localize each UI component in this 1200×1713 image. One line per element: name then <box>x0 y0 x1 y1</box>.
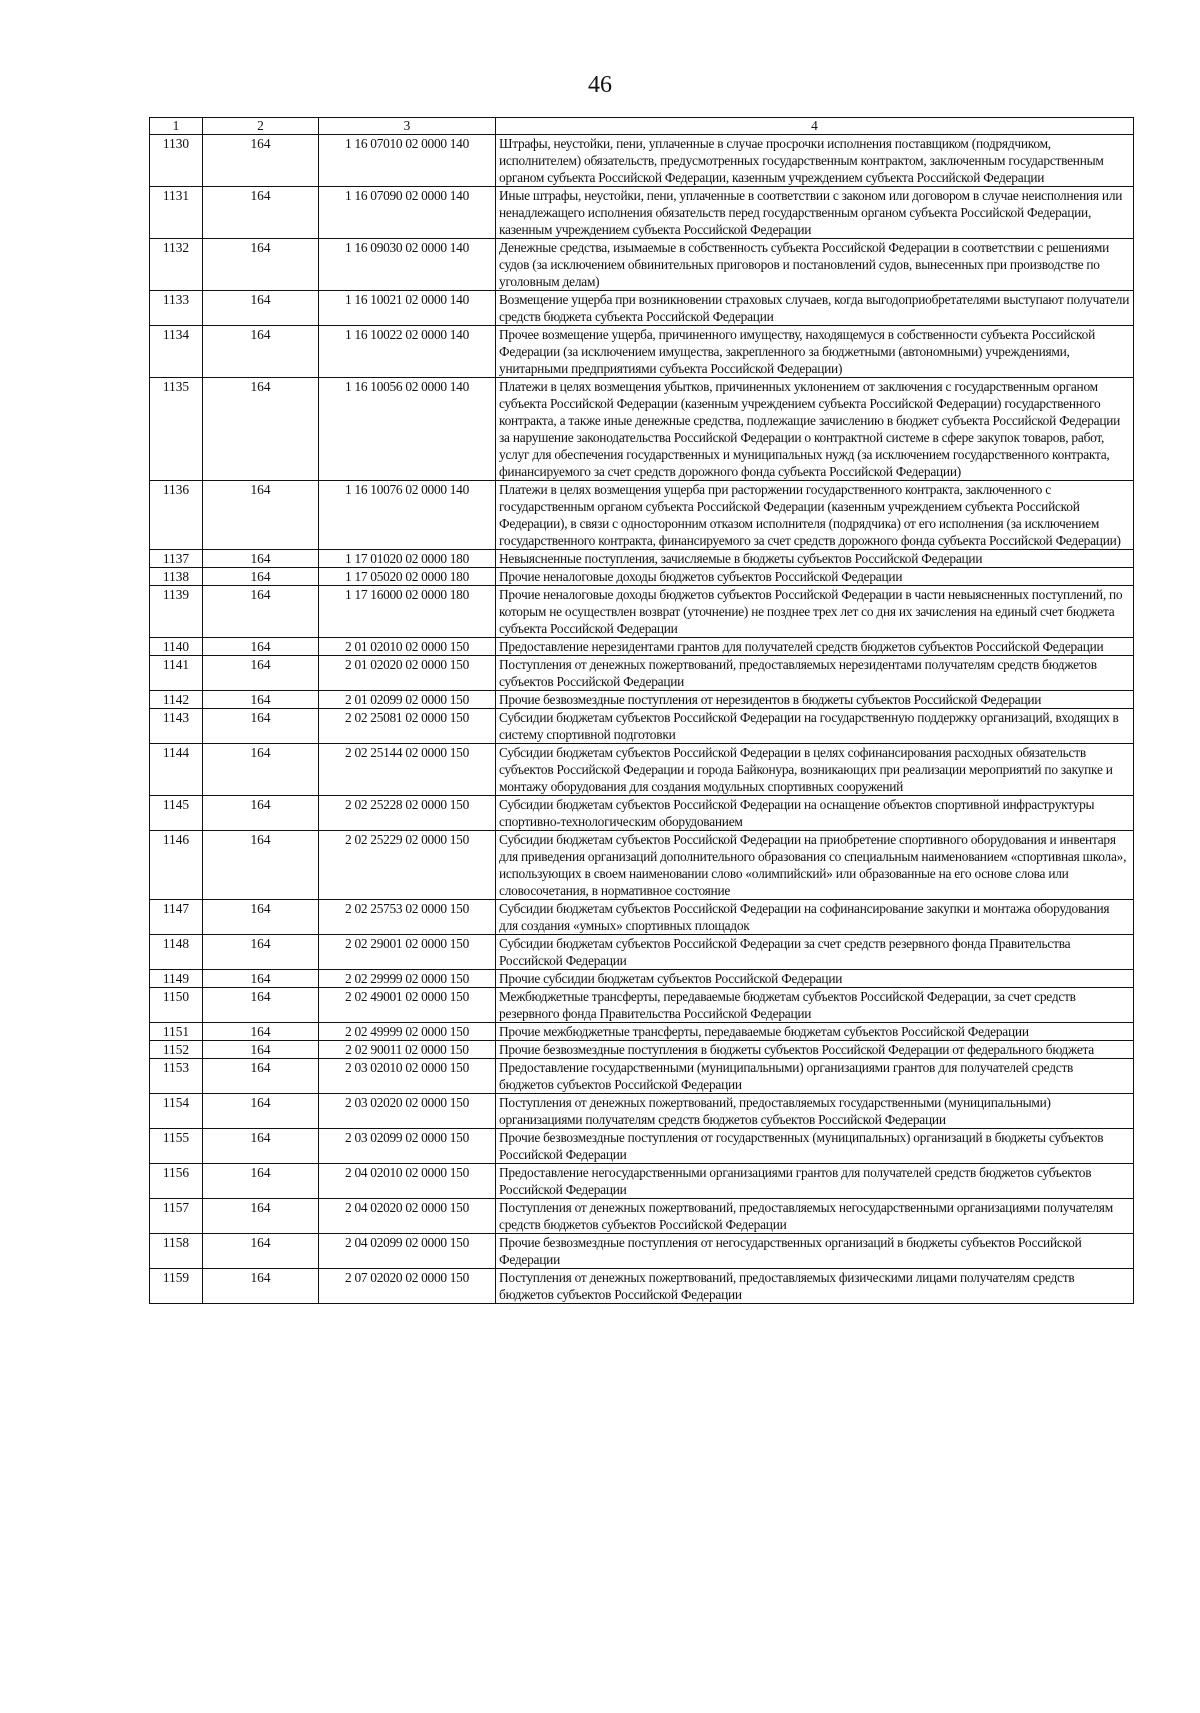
row-number-cell: 1136 <box>150 481 203 550</box>
row-number-cell: 1154 <box>150 1094 203 1129</box>
table-row <box>150 550 1134 568</box>
budget-code-cell: 1 16 07010 02 0000 140 <box>319 135 496 187</box>
budget-code-cell: 2 02 90011 02 0000 150 <box>319 1041 496 1059</box>
row-number-cell: 1156 <box>150 1164 203 1199</box>
row-number-cell: 1142 <box>150 691 203 709</box>
table-row <box>150 1094 1134 1129</box>
table-row <box>150 709 1134 744</box>
description-cell: Прочие безвозмездные поступления от негосударственных организаций в бюджеты субъектов Российской Федерации <box>496 1234 1134 1269</box>
description-cell: Поступления от денежных пожертвований, предоставляемых государственными (муниципальными) организациями получателям средств бюджетов субъектов Российской Федерации <box>496 1094 1134 1129</box>
budget-code-cell: 2 04 02010 02 0000 150 <box>319 1164 496 1199</box>
table-header <box>150 118 1134 135</box>
table-row <box>150 900 1134 935</box>
table-row <box>150 291 1134 326</box>
description-cell: Субсидии бюджетам субъектов Российской Федерации в целях софинансирования расходных обязательств субъектов Российской Федерации и города Байконура, возникающих при реализации мероприятий по закупке и монтажу оборудования для создания модульных спортивных сооружений <box>496 744 1134 796</box>
description-cell: Невыясненные поступления, зачисляемые в бюджеты субъектов Российской Федерации <box>496 550 1134 568</box>
admin-code-cell: 164 <box>203 291 319 326</box>
table-row <box>150 1041 1134 1059</box>
description-cell: Возмещение ущерба при возникновении страховых случаев, когда выгодоприобретателями выступают получатели средств бюджета субъекта Российской Федерации <box>496 291 1134 326</box>
budget-code-cell: 1 16 10056 02 0000 140 <box>319 378 496 481</box>
header-row <box>150 118 1134 135</box>
table-row <box>150 1059 1134 1094</box>
description-cell: Денежные средства, изымаемые в собственность субъекта Российской Федерации в соответствии с решениями судов (за исключением обвинительных приговоров и постановлений судов, вынесенных при производстве по уголовным делам) <box>496 239 1134 291</box>
admin-code-cell: 164 <box>203 744 319 796</box>
budget-code-cell: 2 02 29999 02 0000 150 <box>319 970 496 988</box>
table-row <box>150 935 1134 970</box>
row-number-cell: 1138 <box>150 568 203 586</box>
table-row <box>150 187 1134 239</box>
admin-code-cell: 164 <box>203 1094 319 1129</box>
column-header-2: 2 <box>203 118 319 135</box>
description-cell: Прочие неналоговые доходы бюджетов субъектов Российской Федерации в части невыясненных поступлений, по которым не осуществлен возврат (уточнение) не позднее трех лет со дня их зачисления на единый счет бюджета субъекта Российской Федерации <box>496 586 1134 638</box>
row-number-cell: 1139 <box>150 586 203 638</box>
page-number: 46 <box>588 72 612 98</box>
admin-code-cell: 164 <box>203 135 319 187</box>
column-header-1: 1 <box>150 118 203 135</box>
row-number-cell: 1153 <box>150 1059 203 1094</box>
admin-code-cell: 164 <box>203 831 319 900</box>
budget-code-cell: 2 02 29001 02 0000 150 <box>319 935 496 970</box>
table-row <box>150 239 1134 291</box>
description-cell: Поступления от денежных пожертвований, предоставляемых нерезидентами получателям средств бюджетов субъектов Российской Федерации <box>496 656 1134 691</box>
admin-code-cell: 164 <box>203 568 319 586</box>
row-number-cell: 1159 <box>150 1269 203 1304</box>
row-number-cell: 1130 <box>150 135 203 187</box>
budget-code-cell: 1 17 16000 02 0000 180 <box>319 586 496 638</box>
table-row <box>150 744 1134 796</box>
admin-code-cell: 164 <box>203 1164 319 1199</box>
table-row <box>150 1023 1134 1041</box>
table-body <box>150 135 1134 1304</box>
budget-code-cell: 1 16 10021 02 0000 140 <box>319 291 496 326</box>
description-cell: Прочее возмещение ущерба, причиненного имуществу, находящемуся в собственности субъекта Российской Федерации (за исключением имущества, закрепленного за бюджетными (автономными) учреждениями, унитарными предприятиями субъекта Российской Федерации) <box>496 326 1134 378</box>
table-row <box>150 1199 1134 1234</box>
budget-code-cell: 1 16 10022 02 0000 140 <box>319 326 496 378</box>
table-row <box>150 135 1134 187</box>
row-number-cell: 1147 <box>150 900 203 935</box>
row-number-cell: 1133 <box>150 291 203 326</box>
admin-code-cell: 164 <box>203 1023 319 1041</box>
admin-code-cell: 164 <box>203 656 319 691</box>
description-cell: Субсидии бюджетам субъектов Российской Федерации на государственную поддержку организаций, входящих в систему спортивной подготовки <box>496 709 1134 744</box>
budget-code-cell: 1 17 01020 02 0000 180 <box>319 550 496 568</box>
column-header-4: 4 <box>496 118 1134 135</box>
row-number-cell: 1149 <box>150 970 203 988</box>
row-number-cell: 1155 <box>150 1129 203 1164</box>
admin-code-cell: 164 <box>203 187 319 239</box>
row-number-cell: 1145 <box>150 796 203 831</box>
description-cell: Межбюджетные трансферты, передаваемые бюджетам субъектов Российской Федерации, за счет средств резервного фонда Правительства Российской Федерации <box>496 988 1134 1023</box>
description-cell: Предоставление негосударственными организациями грантов для получателей средств бюджетов субъектов Российской Федерации <box>496 1164 1134 1199</box>
admin-code-cell: 164 <box>203 239 319 291</box>
budget-code-cell: 2 02 25144 02 0000 150 <box>319 744 496 796</box>
budget-code-cell: 2 04 02020 02 0000 150 <box>319 1199 496 1234</box>
row-number-cell: 1157 <box>150 1199 203 1234</box>
description-cell: Поступления от денежных пожертвований, предоставляемых негосударственными организациями получателям средств бюджетов субъектов Российской Федерации <box>496 1199 1134 1234</box>
budget-code-cell: 1 17 05020 02 0000 180 <box>319 568 496 586</box>
admin-code-cell: 164 <box>203 1269 319 1304</box>
admin-code-cell: 164 <box>203 1234 319 1269</box>
table-row <box>150 1129 1134 1164</box>
row-number-cell: 1132 <box>150 239 203 291</box>
description-cell: Поступления от денежных пожертвований, предоставляемых физическими лицами получателям средств бюджетов субъектов Российской Федерации <box>496 1269 1134 1304</box>
description-cell: Платежи в целях возмещения убытков, причиненных уклонением от заключения с государственным органом субъекта Российской Федерации (казенным учреждением субъекта Российской Федерации) государственного контракта, а также иные денежные средства, подлежащие зачислению в бюджет субъекта Российской Федерации за нарушение законодательства Российской Федерации о контрактной системе в сфере закупок товаров, работ, услуг для обеспечения государственных и муниципальных нужд (за исключением государственного контракта, финансируемого за счет средств дорожного фонда субъекта Российской Федерации) <box>496 378 1134 481</box>
admin-code-cell: 164 <box>203 900 319 935</box>
admin-code-cell: 164 <box>203 1199 319 1234</box>
budget-code-cell: 2 01 02020 02 0000 150 <box>319 656 496 691</box>
table-row <box>150 1164 1134 1199</box>
row-number-cell: 1152 <box>150 1041 203 1059</box>
admin-code-cell: 164 <box>203 691 319 709</box>
row-number-cell: 1150 <box>150 988 203 1023</box>
admin-code-cell: 164 <box>203 586 319 638</box>
budget-code-cell: 2 01 02010 02 0000 150 <box>319 638 496 656</box>
table-row <box>150 656 1134 691</box>
table-row <box>150 831 1134 900</box>
admin-code-cell: 164 <box>203 709 319 744</box>
budget-code-cell: 2 02 25229 02 0000 150 <box>319 831 496 900</box>
admin-code-cell: 164 <box>203 378 319 481</box>
admin-code-cell: 164 <box>203 326 319 378</box>
table-row <box>150 586 1134 638</box>
budget-code-cell: 2 02 49999 02 0000 150 <box>319 1023 496 1041</box>
row-number-cell: 1141 <box>150 656 203 691</box>
table-row <box>150 481 1134 550</box>
budget-code-cell: 2 02 49001 02 0000 150 <box>319 988 496 1023</box>
row-number-cell: 1135 <box>150 378 203 481</box>
admin-code-cell: 164 <box>203 935 319 970</box>
budget-code-cell: 2 02 25081 02 0000 150 <box>319 709 496 744</box>
row-number-cell: 1144 <box>150 744 203 796</box>
row-number-cell: 1137 <box>150 550 203 568</box>
row-number-cell: 1140 <box>150 638 203 656</box>
row-number-cell: 1134 <box>150 326 203 378</box>
budget-code-cell: 2 01 02099 02 0000 150 <box>319 691 496 709</box>
admin-code-cell: 164 <box>203 1059 319 1094</box>
description-cell: Прочие субсидии бюджетам субъектов Российской Федерации <box>496 970 1134 988</box>
table-row <box>150 691 1134 709</box>
table-row <box>150 638 1134 656</box>
row-number-cell: 1143 <box>150 709 203 744</box>
table-row <box>150 1269 1134 1304</box>
description-cell: Прочие безвозмездные поступления от нерезидентов в бюджеты субъектов Российской Федерации <box>496 691 1134 709</box>
budget-code-cell: 1 16 10076 02 0000 140 <box>319 481 496 550</box>
admin-code-cell: 164 <box>203 550 319 568</box>
description-cell: Прочие безвозмездные поступления в бюджеты субъектов Российской Федерации от федерального бюджета <box>496 1041 1134 1059</box>
table-row <box>150 1234 1134 1269</box>
description-cell: Платежи в целях возмещения ущерба при расторжении государственного контракта, заключенного с государственным органом субъекта Российской Федерации (казенным учреждением субъекта Российской Федерации), в связи с односторонним отказом исполнителя (подрядчика) от его исполнения (за исключением государственного контракта, финансируемого за счет средств дорожного фонда субъекта Российской Федерации) <box>496 481 1134 550</box>
table-row <box>150 988 1134 1023</box>
budget-code-cell: 1 16 09030 02 0000 140 <box>319 239 496 291</box>
column-header-3: 3 <box>319 118 496 135</box>
table-row <box>150 568 1134 586</box>
budget-code-cell: 2 04 02099 02 0000 150 <box>319 1234 496 1269</box>
budget-code-cell: 2 07 02020 02 0000 150 <box>319 1269 496 1304</box>
income-codes-table <box>149 117 1134 1304</box>
description-cell: Субсидии бюджетам субъектов Российской Федерации на оснащение объектов спортивной инфраструктуры спортивно-технологическим оборудованием <box>496 796 1134 831</box>
table-row <box>150 326 1134 378</box>
table-row <box>150 970 1134 988</box>
budget-code-cell: 2 03 02099 02 0000 150 <box>319 1129 496 1164</box>
admin-code-cell: 164 <box>203 970 319 988</box>
budget-code-cell: 2 02 25753 02 0000 150 <box>319 900 496 935</box>
row-number-cell: 1151 <box>150 1023 203 1041</box>
description-cell: Прочие безвозмездные поступления от государственных (муниципальных) организаций в бюджеты субъектов Российской Федерации <box>496 1129 1134 1164</box>
admin-code-cell: 164 <box>203 1041 319 1059</box>
admin-code-cell: 164 <box>203 988 319 1023</box>
admin-code-cell: 164 <box>203 481 319 550</box>
table-row <box>150 796 1134 831</box>
budget-code-cell: 2 03 02010 02 0000 150 <box>319 1059 496 1094</box>
description-cell: Предоставление государственными (муниципальными) организациями грантов для получателей средств бюджетов субъектов Российской Федерации <box>496 1059 1134 1094</box>
row-number-cell: 1158 <box>150 1234 203 1269</box>
admin-code-cell: 164 <box>203 638 319 656</box>
description-cell: Субсидии бюджетам субъектов Российской Федерации на приобретение спортивного оборудования и инвентаря для приведения организаций дополнительного образования со специальным наименованием «спортивная школа», использующих в своем наименовании слово «олимпийский» или образованные на его основе слова или словосочетания, в нормативное состояние <box>496 831 1134 900</box>
row-number-cell: 1148 <box>150 935 203 970</box>
description-cell: Субсидии бюджетам субъектов Российской Федерации на софинансирование закупки и монтажа оборудования для создания «умных» спортивных площадок <box>496 900 1134 935</box>
description-cell: Субсидии бюджетам субъектов Российской Федерации за счет средств резервного фонда Правительства Российской Федерации <box>496 935 1134 970</box>
description-cell: Предоставление нерезидентами грантов для получателей средств бюджетов субъектов Российской Федерации <box>496 638 1134 656</box>
budget-code-cell: 2 03 02020 02 0000 150 <box>319 1094 496 1129</box>
budget-code-cell: 1 16 07090 02 0000 140 <box>319 187 496 239</box>
admin-code-cell: 164 <box>203 796 319 831</box>
row-number-cell: 1131 <box>150 187 203 239</box>
description-cell: Штрафы, неустойки, пени, уплаченные в случае просрочки исполнения поставщиком (подрядчиком, исполнителем) обязательств, предусмотренных государственным контрактом, заключенным государственным органом субъекта Российской Федерации, казенным учреждением субъекта Российской Федерации <box>496 135 1134 187</box>
row-number-cell: 1146 <box>150 831 203 900</box>
table-row <box>150 378 1134 481</box>
admin-code-cell: 164 <box>203 1129 319 1164</box>
description-cell: Прочие неналоговые доходы бюджетов субъектов Российской Федерации <box>496 568 1134 586</box>
description-cell: Прочие межбюджетные трансферты, передаваемые бюджетам субъектов Российской Федерации <box>496 1023 1134 1041</box>
budget-code-cell: 2 02 25228 02 0000 150 <box>319 796 496 831</box>
description-cell: Иные штрафы, неустойки, пени, уплаченные в соответствии с законом или договором в случае неисполнения или ненадлежащего исполнения обязательств перед государственным органом субъекта Российской Федерации, казенным учреждением субъекта Российской Федерации <box>496 187 1134 239</box>
